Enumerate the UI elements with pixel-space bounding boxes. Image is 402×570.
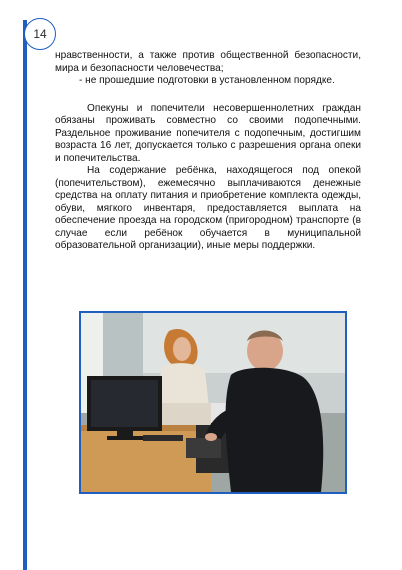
- paragraph-guardians: Опекуны и попечители несовершеннолетних граждан обязаны проживать совместно со своими подопечными. Раздельное проживание попечителя с подопечным, достигшим возраста 16 лет, допускается только с разрешения органа опеки и попечительства.: [55, 102, 361, 164]
- body-text: [55, 50, 361, 253]
- left-accent-bar: [23, 20, 27, 570]
- paragraph-support: На содержание ребёнка, находящегося под опекой (попечительством), ежемесячно выплачиваются денежные средства на оплату питания и приобретение комплекта одежды, обуви, мягкого инвентаря, предоставляется выплата на обеспечение проезда на городском (пригородном) транспорте (в случае если ребёнок обучается в муниципальной образовательной организации), иные меры поддержки.: [55, 165, 361, 251]
- paragraph-1: нравственности, а также против общественной безопасности, мира и безопасности человечества;: [55, 50, 361, 74]
- list-item-dash: - не прошедшие подготовки в установленном порядке.: [79, 75, 335, 86]
- page-number: [24, 18, 56, 50]
- page-number-label: 14: [33, 27, 47, 41]
- photo-consultation: [79, 311, 347, 494]
